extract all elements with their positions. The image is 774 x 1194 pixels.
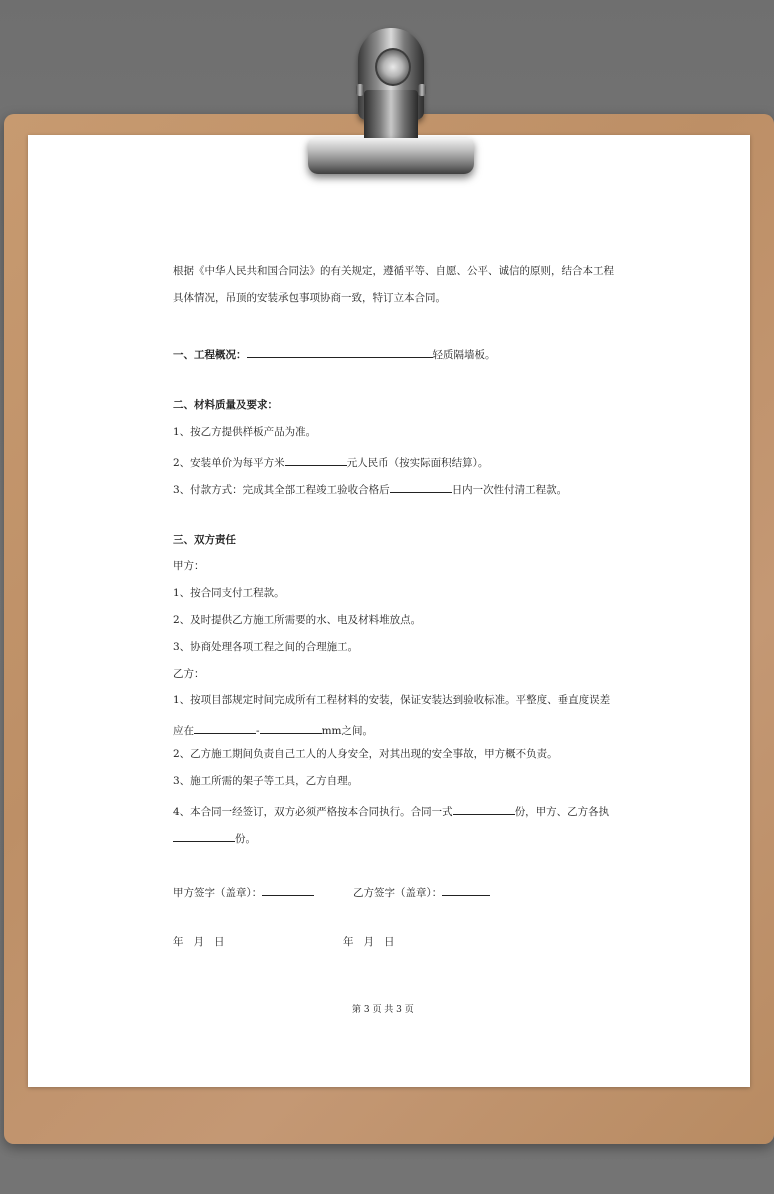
tolerance-separator: -	[256, 725, 260, 737]
section-1	[173, 346, 496, 361]
clip-hole-icon	[375, 48, 411, 86]
copies-total-blank[interactable]	[453, 803, 515, 815]
clip-rivet-icon	[418, 84, 426, 96]
party-b-signature	[353, 884, 490, 899]
party-b-date: 年 月 日	[343, 936, 395, 948]
party-b-item-1-line-1: 1、按项目部规定时间完成所有工程材料的安装，保证安装达到验收标准。平整度、垂直度误差	[173, 694, 611, 706]
section-2-item-1: 1、按乙方提供样板产品为准。	[173, 426, 317, 438]
party-a-signature-blank[interactable]	[262, 884, 314, 896]
copies-each-blank[interactable]	[173, 830, 235, 842]
copies-suffix: 份，甲方、乙方各执	[514, 806, 610, 818]
party-a-item-2: 2、及时提供乙方施工所需要的水、电及材料堆放点。	[173, 614, 422, 626]
tolerance-min-blank[interactable]	[194, 722, 256, 734]
item-3-suffix: 日内一次性付清工程款。	[451, 484, 568, 496]
party-a-item-3: 3、协商处理各项工程之间的合理施工。	[173, 641, 359, 653]
party-b-signature-blank[interactable]	[442, 884, 490, 896]
payment-days-blank[interactable]	[390, 481, 452, 493]
party-a-date: 年 月 日	[173, 936, 225, 948]
section-1-label: 一、工程概况：	[173, 349, 247, 361]
section-3-heading: 三、双方责任	[173, 534, 236, 546]
section-2-item-2	[173, 454, 488, 469]
party-a-label: 甲方：	[173, 560, 205, 572]
intro-line-1: 根据《中华人民共和国合同法》的有关规定，遵循平等、自愿、公平、诚信的原则，结合本工程	[173, 265, 614, 277]
copies-each-suffix: 份。	[235, 833, 256, 845]
item-2-suffix: 元人民币（按实际面积结算）。	[346, 457, 489, 469]
section-2-heading: 二、材料质量及要求：	[173, 399, 278, 411]
clip-rivet-icon	[356, 84, 364, 96]
copies-prefix: 4、本合同一经签订，双方必须严格按本合同执行。合同一式	[173, 806, 453, 818]
item-2-prefix: 2、安装单价为每平方米	[173, 457, 285, 469]
party-b-item-3: 3、施工所需的架子等工具，乙方自理。	[173, 775, 359, 787]
party-b-item-4-line-2	[173, 830, 256, 845]
party-a-signature	[173, 884, 314, 899]
clip-jaw	[308, 138, 474, 174]
party-a-item-1: 1、按合同支付工程款。	[173, 587, 285, 599]
unit-price-blank[interactable]	[285, 454, 347, 466]
section-2-item-3	[173, 481, 567, 496]
party-b-signature-label: 乙方签字（盖章）：	[353, 887, 443, 899]
section-1-suffix: 轻质隔墙板。	[432, 349, 496, 361]
project-overview-blank[interactable]	[247, 346, 433, 358]
party-b-item-2: 2、乙方施工期间负责自己工人的人身安全，对其出现的安全事故，甲方概不负责。	[173, 748, 558, 760]
item-3-prefix: 3、付款方式：完成其全部工程竣工验收合格后	[173, 484, 390, 496]
tolerance-max-blank[interactable]	[260, 722, 322, 734]
party-b-item-1-line-2	[173, 722, 373, 737]
tolerance-suffix: mm之间。	[321, 725, 373, 737]
party-b-label: 乙方：	[173, 668, 205, 680]
party-a-signature-label: 甲方签字（盖章）：	[173, 887, 263, 899]
party-b-item-4-line-1	[173, 803, 609, 818]
page-number: 第 3 页 共 3 页	[352, 1005, 414, 1015]
tolerance-prefix: 应在	[173, 725, 194, 737]
intro-line-2: 具体情况，吊顶的安装承包事项协商一致，特订立本合同。	[173, 292, 446, 304]
